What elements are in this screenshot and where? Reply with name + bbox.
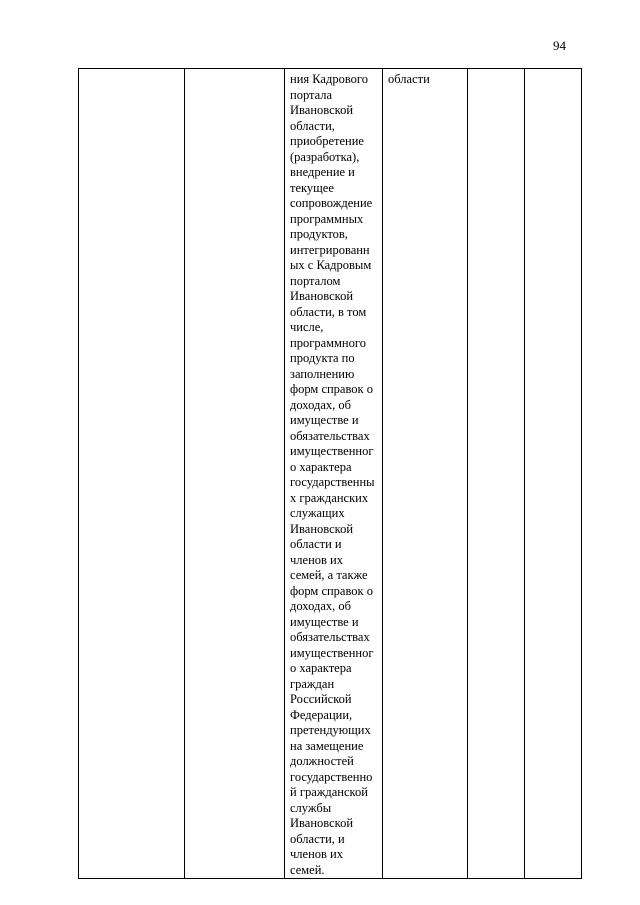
region-text: области (388, 72, 430, 86)
table-cell-2 (185, 69, 285, 879)
table-cell-description (285, 69, 383, 879)
table-cell-6 (525, 69, 582, 879)
table-cell-5 (468, 69, 525, 879)
document-table (78, 68, 582, 879)
table-cell-region (383, 69, 468, 879)
description-text: ния Кадрового портала Ивановской области, приобретение (разработка), внедрение и текущее сопровождение программных продуктов, интегрированн ых с Кадровым порталом Ивановской области, в том числе, программного продукта по заполнению форм справок о доходах, об имуществе и обязательствах имущественног о характера государственны х гражданских служащих Ивановской области и членов их семей, а также форм справок о доходах, об имуществе и обязательствах имущественног о характера граждан Российской Федерации, претендующих на замещение должностей государственно й гражданской службы Ивановской области, и членов их семей. (290, 72, 375, 877)
table-row (79, 69, 582, 879)
cell-text (468, 69, 524, 72)
cell-text (79, 69, 184, 72)
page-number: 94 (553, 38, 566, 53)
cell-text (185, 69, 284, 72)
cell-text (525, 69, 581, 72)
table-cell-1 (79, 69, 185, 879)
